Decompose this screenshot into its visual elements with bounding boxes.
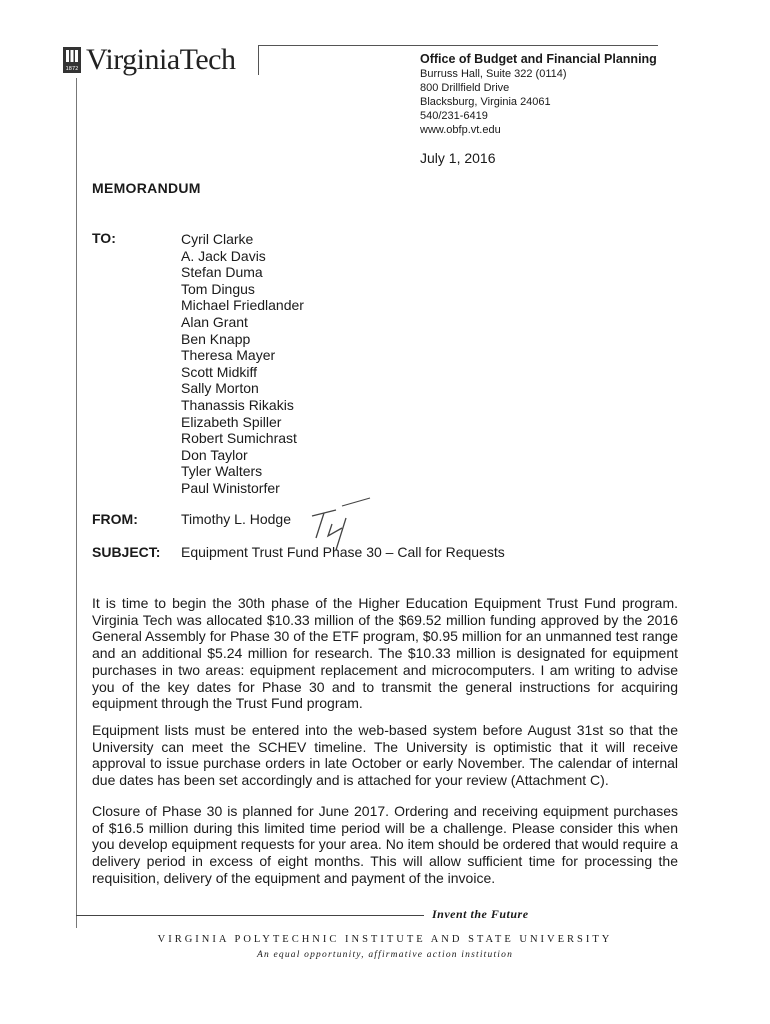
office-address-block (420, 52, 657, 137)
virginia-tech-logo (62, 44, 236, 76)
recipient: Cyril Clarke (181, 231, 254, 247)
recipient: Elizabeth Spiller (181, 413, 282, 430)
seal-year: 1872 (65, 66, 79, 72)
address-line: Blacksburg, Virginia 24061 (420, 96, 551, 108)
recipient: Scott Midkiff (181, 363, 257, 380)
seal-icon (62, 46, 82, 74)
phone: 540/231-6419 (420, 110, 488, 122)
recipient: Paul Winistorfer (181, 479, 280, 496)
from-name: Timothy L. Hodge (181, 511, 291, 527)
address-line: Burruss Hall, Suite 322 (0114) (420, 68, 567, 80)
recipient: Robert Sumichrast (181, 430, 297, 447)
footer-rule (76, 915, 424, 916)
recipient: Tom Dingus (181, 280, 255, 297)
recipient: Sally Morton (181, 380, 259, 397)
footer-university-name: VIRGINIA POLYTECHNIC INSTITUTE AND STATE UNIVERSITY (157, 934, 613, 945)
subject-label: SUBJECT: (92, 544, 161, 560)
to-label: TO: (92, 230, 116, 246)
recipient: Thanassis Rikakis (181, 396, 294, 413)
website: www.obfp.vt.edu (420, 124, 501, 136)
recipient: Michael Friedlander (181, 297, 304, 314)
office-name: Office of Budget and Financial Planning (420, 52, 657, 66)
from-label: FROM: (92, 511, 138, 527)
body-paragraph-3: Closure of Phase 30 is planned for June 2017. Ordering and receiving equipment purchases of $16.5 million during this limited time period will be a challenge. Please consider this when you develop equipment requests for your area. No item should be ordered that would require a delivery period in excess of eight months. This will allow sufficient time for processing the requisition, delivery of the equipment and payment of the invoice. (92, 803, 678, 886)
subject-text: Equipment Trust Fund Phase 30 – Call for Requests (181, 544, 505, 560)
letterhead-rule-vertical (258, 45, 259, 75)
footer-eoe-statement: An equal opportunity, affirmative action institution (256, 950, 514, 960)
footer-tagline: Invent the Future (432, 907, 529, 921)
recipient: A. Jack Davis (181, 247, 266, 264)
recipient-list (181, 231, 304, 497)
recipient: Tyler Walters (181, 463, 263, 480)
recipient: Alan Grant (181, 313, 248, 330)
address-line: 800 Drillfield Drive (420, 82, 510, 94)
body-paragraph-1: It is time to begin the 30th phase of the Higher Education Equipment Trust Fund program. Virginia Tech was allocated $10.33 million of the $69.52 million funding approved by the 2016 General Assembly for Phase 30 of the ETF program, $0.95 million for an unmanned test range and an additional $5.24 million for research. The $10.33 million is designated for equipment purchases in two areas: equipment replacement and microcomputers. I am writing to advise you of the key dates for Phase 30 and to transmit the general instructions for acquiring equipment through the Trust Fund program. (92, 595, 678, 712)
logo-wordmark: VirginiaTech (86, 43, 236, 76)
memo-date: July 1, 2016 (420, 150, 496, 166)
letterhead-rule (258, 45, 658, 46)
body-paragraph-2: Equipment lists must be entered into the web-based system before August 31st so that the University can meet the SCHEV timeline. The University is optimistic that it will receive approval to issue purchase orders in late October or early November. The calendar of internal due dates has been set accordingly and is attached for your review (Attachment C). (92, 722, 678, 789)
recipient: Don Taylor (181, 446, 248, 463)
margin-rule (76, 78, 77, 928)
memo-title: MEMORANDUM (92, 180, 201, 196)
recipient: Stefan Duma (181, 264, 263, 281)
recipient: Ben Knapp (181, 330, 251, 347)
recipient: Theresa Mayer (181, 347, 276, 364)
